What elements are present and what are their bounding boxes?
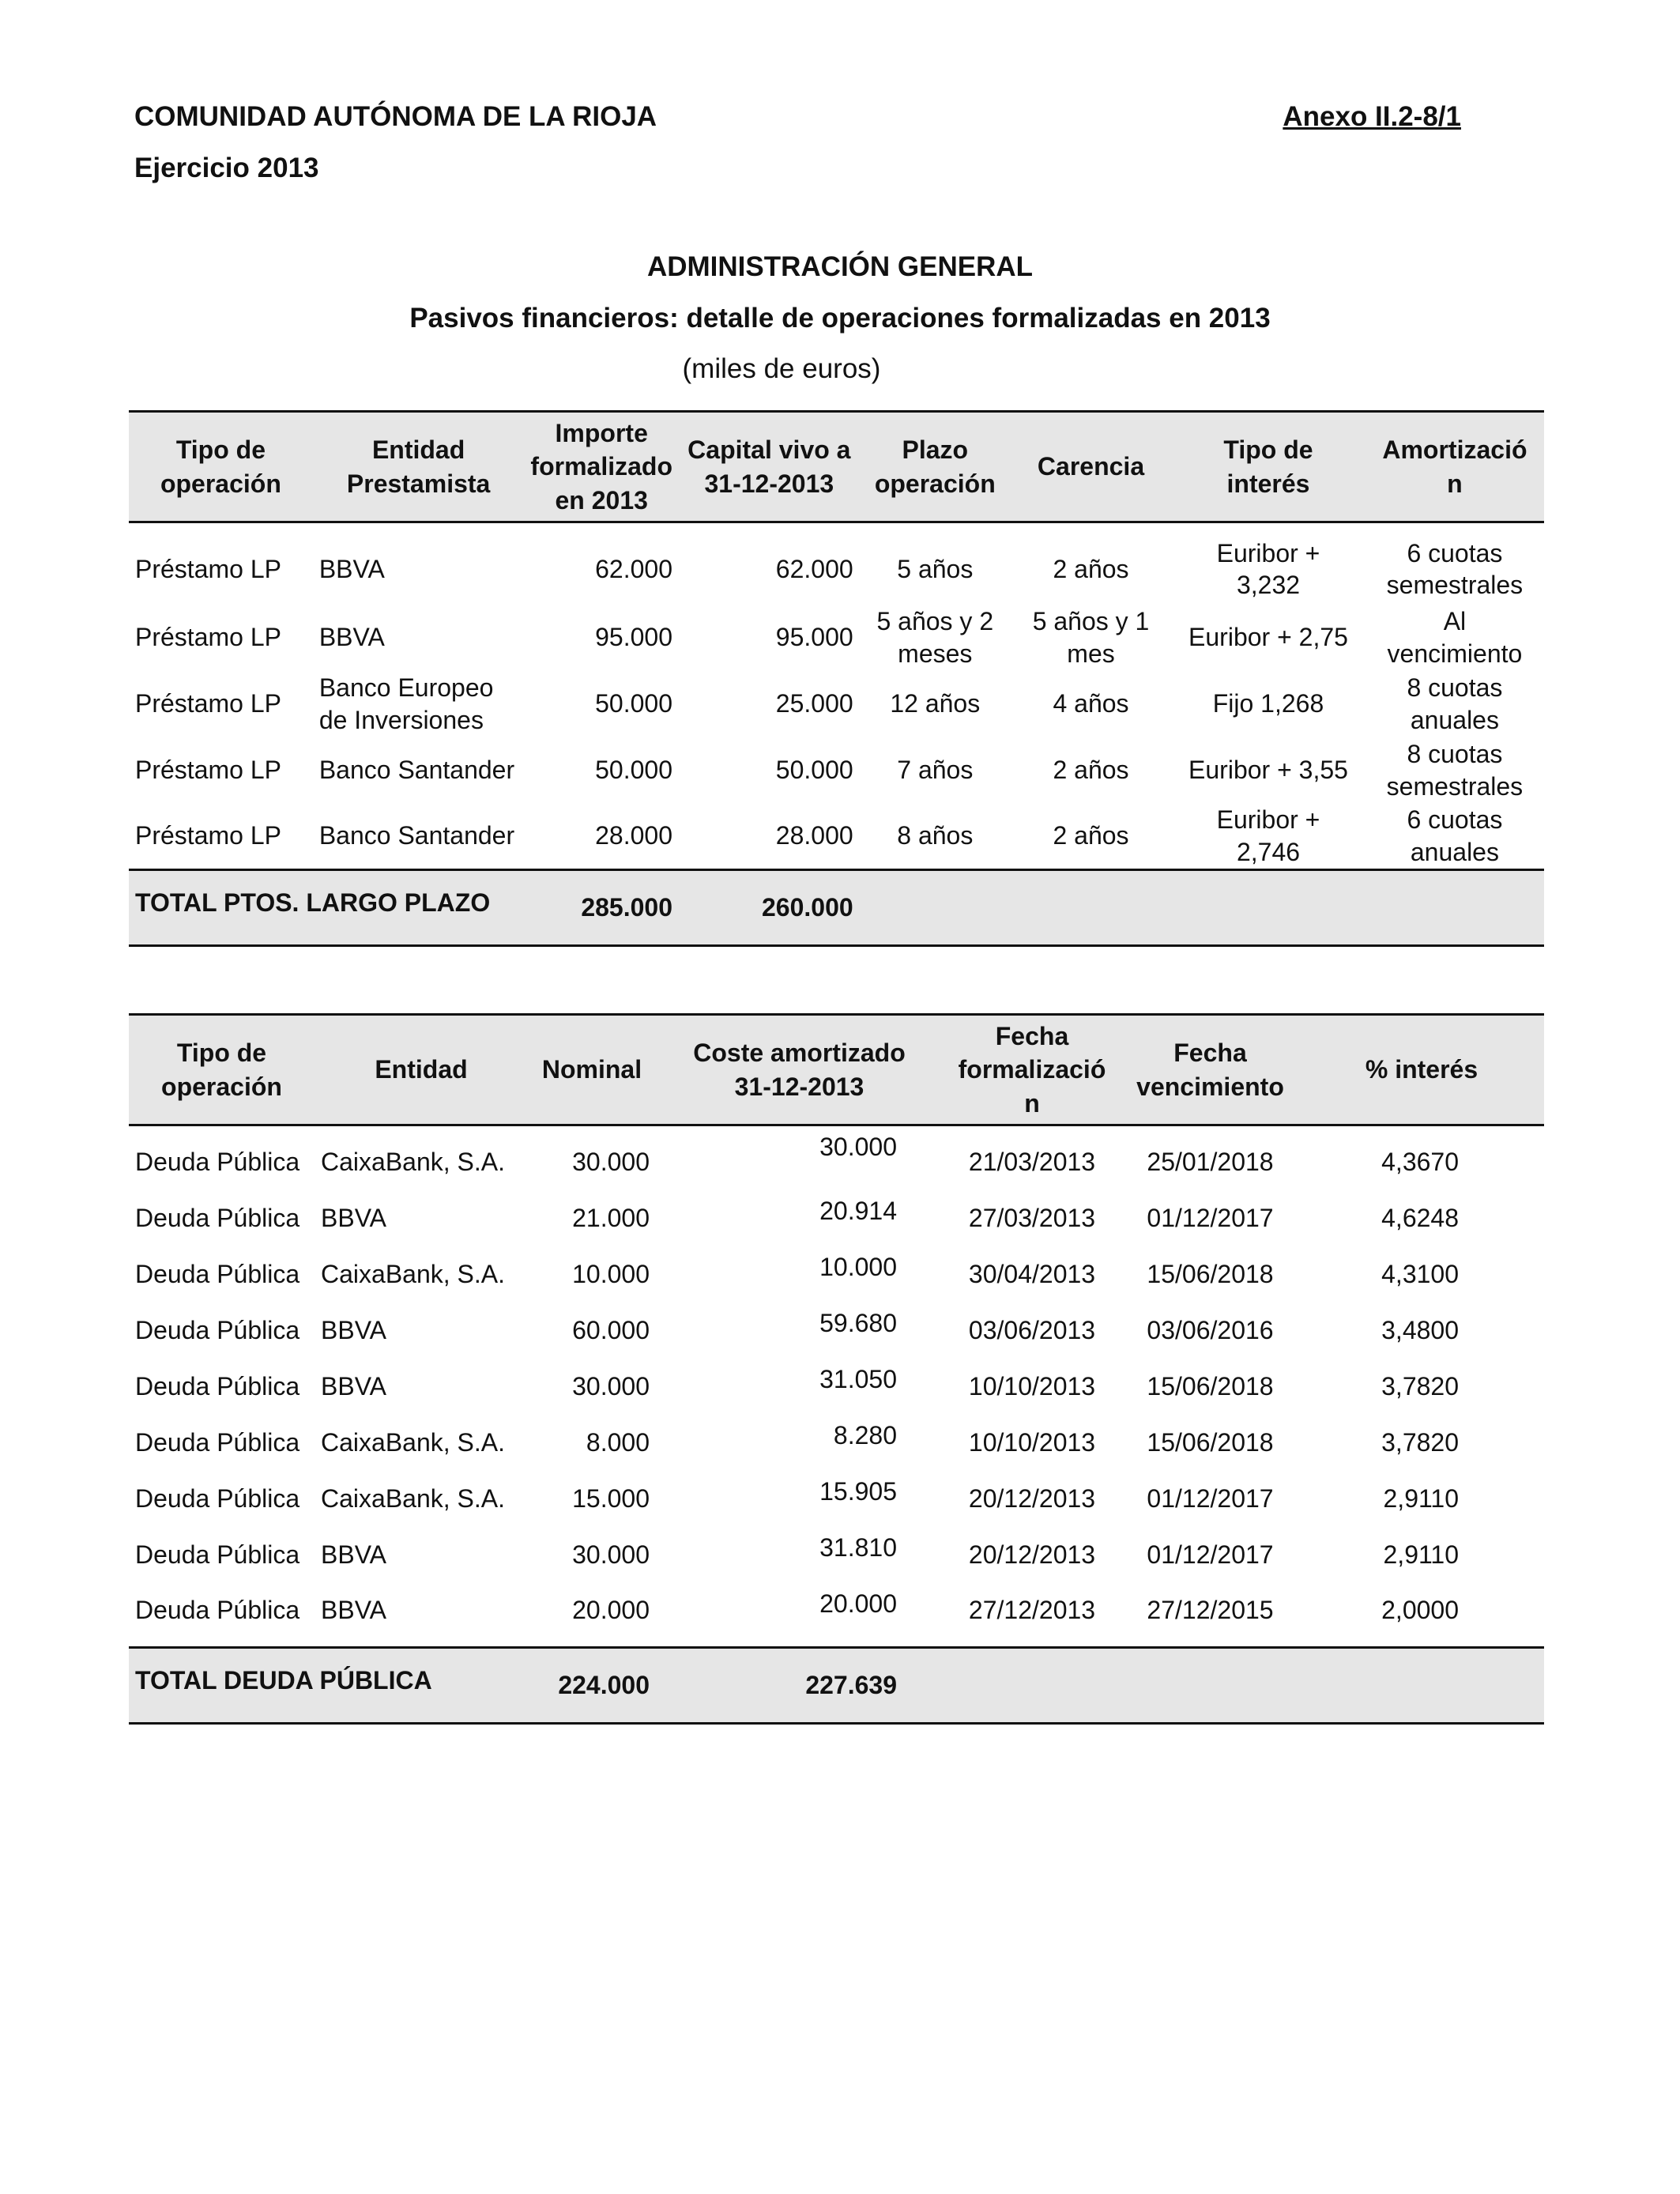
entidad-cell: BBVA xyxy=(318,623,385,652)
amortizacion-cell: 6 cuotas semestrales xyxy=(1386,538,1524,600)
fecha-vencimiento-cell: 15/06/2018 xyxy=(1147,1259,1274,1288)
entidad-cell: Banco Santander xyxy=(318,756,515,785)
fecha-vencimiento-cell: 15/06/2018 xyxy=(1147,1427,1274,1457)
total-nominal: 224.000 xyxy=(558,1671,650,1700)
entidad-cell: CaixaBank, S.A. xyxy=(321,1483,505,1513)
loan-row xyxy=(129,671,1544,737)
coste-amortizado-cell: 20.000 xyxy=(819,1589,897,1618)
entidad-cell: CaixaBank, S.A. xyxy=(321,1147,505,1176)
coste-amortizado-cell: 10.000 xyxy=(819,1252,897,1281)
total-label: TOTAL DEUDA PÚBLICA xyxy=(135,1666,432,1695)
column-header: Entidad Prestamista xyxy=(313,412,525,522)
loans-table xyxy=(129,410,1544,947)
entidad-cell: CaixaBank, S.A. xyxy=(321,1259,505,1288)
total-coste: 227.639 xyxy=(805,1671,897,1700)
entidad-cell: BBVA xyxy=(321,1315,386,1344)
capital-vivo-cell: 62.000 xyxy=(775,554,853,583)
column-header: Carencia xyxy=(1011,412,1171,522)
tipo-operacion-cell: Deuda Pública xyxy=(135,1483,300,1513)
debt-row xyxy=(129,1125,1544,1190)
importe-cell: 62.000 xyxy=(595,554,672,583)
tipo-operacion-cell: Préstamo LP xyxy=(135,554,281,583)
tipo-interes-cell: Euribor + 2,75 xyxy=(1188,623,1348,652)
debt-row xyxy=(129,1415,1544,1471)
column-header: Entidad xyxy=(315,1015,528,1125)
section-title: ADMINISTRACIÓN GENERAL xyxy=(646,251,1034,282)
coste-amortizado-cell: 30.000 xyxy=(819,1133,897,1161)
fecha-formalizacion-cell: 27/12/2013 xyxy=(968,1596,1096,1625)
column-header: Fecha formalizació n xyxy=(943,1015,1121,1125)
tipo-operacion-cell: Deuda Pública xyxy=(135,1315,300,1344)
interes-cell: 3,7820 xyxy=(1381,1371,1459,1400)
carencia-cell: 2 años xyxy=(1053,756,1129,785)
nominal-cell: 60.000 xyxy=(572,1315,650,1344)
entidad-cell: BBVA xyxy=(321,1540,386,1569)
carencia-cell: 5 años y 1 mes xyxy=(1032,606,1150,668)
tipo-operacion-cell: Préstamo LP xyxy=(135,623,281,652)
tipo-operacion-cell: Deuda Pública xyxy=(135,1540,300,1569)
column-header: Tipo de interés xyxy=(1171,412,1365,522)
interes-cell: 2,9110 xyxy=(1383,1540,1459,1569)
loans-header-row xyxy=(129,412,1544,522)
importe-cell: 95.000 xyxy=(595,623,672,652)
amortizacion-cell: Al vencimiento xyxy=(1387,606,1523,668)
tipo-operacion-cell: Deuda Pública xyxy=(135,1203,300,1232)
capital-vivo-cell: 28.000 xyxy=(775,821,853,850)
tipo-operacion-cell: Préstamo LP xyxy=(135,821,281,850)
organization-title: COMUNIDAD AUTÓNOMA DE LA RIOJA xyxy=(134,101,657,132)
tipo-operacion-cell: Deuda Pública xyxy=(135,1427,300,1457)
amortizacion-cell: 8 cuotas semestrales xyxy=(1386,739,1524,801)
tipo-operacion-cell: Deuda Pública xyxy=(135,1596,300,1625)
capital-vivo-cell: 25.000 xyxy=(775,689,853,718)
tipo-interes-cell: Euribor + 3,232 xyxy=(1216,538,1320,600)
carencia-cell: 2 años xyxy=(1053,554,1129,583)
plazo-cell: 5 años xyxy=(897,554,974,583)
nominal-cell: 21.000 xyxy=(572,1203,650,1232)
tipo-operacion-cell: Deuda Pública xyxy=(135,1147,300,1176)
nominal-cell: 10.000 xyxy=(572,1259,650,1288)
total-capital: 260.000 xyxy=(762,893,853,922)
capital-vivo-cell: 50.000 xyxy=(775,756,853,785)
coste-amortizado-cell: 59.680 xyxy=(819,1308,897,1337)
entidad-cell: BBVA xyxy=(321,1371,386,1400)
tipo-interes-cell: Fijo 1,268 xyxy=(1212,689,1324,718)
interes-cell: 4,3100 xyxy=(1381,1259,1459,1288)
fecha-formalizacion-cell: 21/03/2013 xyxy=(968,1147,1096,1176)
total-label: TOTAL PTOS. LARGO PLAZO xyxy=(135,888,491,917)
entidad-cell: Banco Europeo de Inversiones xyxy=(318,673,494,734)
interes-cell: 3,7820 xyxy=(1381,1427,1459,1457)
nominal-cell: 30.000 xyxy=(572,1540,650,1569)
loan-row xyxy=(129,804,1544,870)
column-header: Tipo de operación xyxy=(129,412,313,522)
fecha-formalizacion-cell: 10/10/2013 xyxy=(968,1427,1096,1457)
nominal-cell: 8.000 xyxy=(586,1427,650,1457)
fecha-vencimiento-cell: 01/12/2017 xyxy=(1147,1203,1274,1232)
fecha-vencimiento-cell: 03/06/2016 xyxy=(1147,1315,1274,1344)
debt-row xyxy=(129,1302,1544,1359)
entidad-cell: Banco Santander xyxy=(318,821,515,850)
plazo-cell: 8 años xyxy=(897,821,974,850)
public-debt-table xyxy=(129,1013,1544,1725)
debt-row xyxy=(129,1359,1544,1415)
nominal-cell: 20.000 xyxy=(572,1596,650,1625)
loan-row xyxy=(129,605,1544,671)
loans-total-row xyxy=(129,870,1544,946)
annex-reference: Anexo II.2-8/1 xyxy=(1283,101,1461,132)
fecha-vencimiento-cell: 01/12/2017 xyxy=(1147,1483,1274,1513)
total-importe: 285.000 xyxy=(581,893,672,922)
tipo-operacion-cell: Préstamo LP xyxy=(135,756,281,785)
coste-amortizado-cell: 31.810 xyxy=(819,1532,897,1562)
entidad-cell: BBVA xyxy=(321,1596,386,1625)
fecha-formalizacion-cell: 03/06/2013 xyxy=(968,1315,1096,1344)
debt-row xyxy=(129,1527,1544,1583)
fecha-formalizacion-cell: 10/10/2013 xyxy=(968,1371,1096,1400)
tipo-operacion-cell: Deuda Pública xyxy=(135,1259,300,1288)
entidad-cell: BBVA xyxy=(321,1203,386,1232)
tipo-operacion-cell: Préstamo LP xyxy=(135,689,281,718)
tipo-interes-cell: Euribor + 2,746 xyxy=(1216,805,1320,866)
loan-row xyxy=(129,522,1544,605)
fecha-formalizacion-cell: 27/03/2013 xyxy=(968,1203,1096,1232)
carencia-cell: 4 años xyxy=(1053,689,1129,718)
debt-row xyxy=(129,1583,1544,1648)
fecha-formalizacion-cell: 20/12/2013 xyxy=(968,1540,1096,1569)
tipo-interes-cell: Euribor + 3,55 xyxy=(1188,756,1348,785)
fecha-vencimiento-cell: 27/12/2015 xyxy=(1147,1596,1274,1625)
importe-cell: 50.000 xyxy=(595,689,672,718)
column-header: Fecha vencimiento xyxy=(1121,1015,1299,1125)
loan-row xyxy=(129,737,1544,804)
entidad-cell: BBVA xyxy=(318,554,385,583)
debt-total-row xyxy=(129,1648,1544,1724)
interes-cell: 2,9110 xyxy=(1383,1483,1459,1513)
column-header: % interés xyxy=(1299,1015,1544,1125)
fecha-vencimiento-cell: 25/01/2018 xyxy=(1147,1147,1274,1176)
debt-row xyxy=(129,1246,1544,1302)
debt-header-row xyxy=(129,1015,1544,1125)
debt-row xyxy=(129,1190,1544,1246)
coste-amortizado-cell: 31.050 xyxy=(819,1364,897,1393)
page-subtitle: Pasivos financieros: detalle de operaciones formalizadas en 2013 xyxy=(409,303,1271,334)
exercise-year: Ejercicio 2013 xyxy=(134,153,319,183)
coste-amortizado-cell: 20.914 xyxy=(819,1196,897,1225)
amortizacion-cell: 8 cuotas anuales xyxy=(1407,673,1503,734)
debt-row xyxy=(129,1471,1544,1527)
units-note: (miles de euros) xyxy=(682,353,881,384)
column-header: Nominal xyxy=(528,1015,656,1125)
column-header: Plazo operación xyxy=(860,412,1011,522)
tipo-operacion-cell: Deuda Pública xyxy=(135,1371,300,1400)
column-header: Tipo de operación xyxy=(129,1015,315,1125)
plazo-cell: 5 años y 2 meses xyxy=(876,606,994,668)
interes-cell: 3,4800 xyxy=(1381,1315,1459,1344)
coste-amortizado-cell: 8.280 xyxy=(833,1420,897,1449)
plazo-cell: 7 años xyxy=(897,756,974,785)
entidad-cell: CaixaBank, S.A. xyxy=(321,1427,505,1457)
interes-cell: 4,3670 xyxy=(1381,1147,1459,1176)
fecha-formalizacion-cell: 20/12/2013 xyxy=(968,1483,1096,1513)
interes-cell: 4,6248 xyxy=(1381,1203,1459,1232)
carencia-cell: 2 años xyxy=(1053,821,1129,850)
nominal-cell: 30.000 xyxy=(572,1371,650,1400)
nominal-cell: 30.000 xyxy=(572,1147,650,1176)
column-header: Importe formalizado en 2013 xyxy=(524,412,679,522)
importe-cell: 28.000 xyxy=(595,821,672,850)
interes-cell: 2,0000 xyxy=(1381,1596,1459,1625)
column-header: Amortizació n xyxy=(1365,412,1544,522)
fecha-formalizacion-cell: 30/04/2013 xyxy=(968,1259,1096,1288)
capital-vivo-cell: 95.000 xyxy=(775,623,853,652)
fecha-vencimiento-cell: 15/06/2018 xyxy=(1147,1371,1274,1400)
column-header: Coste amortizado 31‑12‑2013 xyxy=(656,1015,943,1125)
nominal-cell: 15.000 xyxy=(572,1483,650,1513)
plazo-cell: 12 años xyxy=(890,689,981,718)
amortizacion-cell: 6 cuotas anuales xyxy=(1407,805,1503,866)
coste-amortizado-cell: 15.905 xyxy=(819,1476,897,1506)
column-header: Capital vivo a 31-12-2013 xyxy=(679,412,860,522)
importe-cell: 50.000 xyxy=(595,756,672,785)
fecha-vencimiento-cell: 01/12/2017 xyxy=(1147,1540,1274,1569)
